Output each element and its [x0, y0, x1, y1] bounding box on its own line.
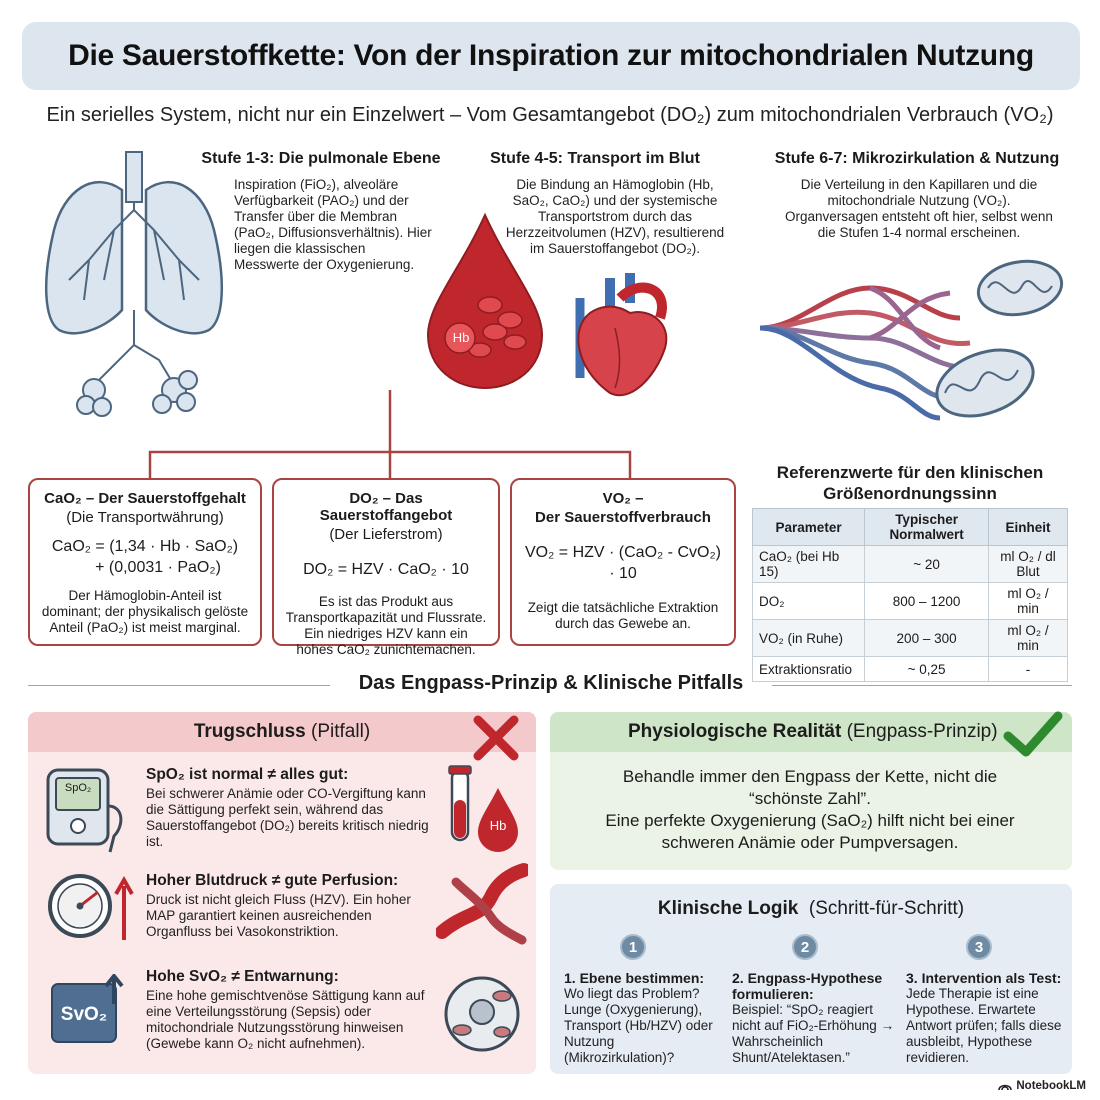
table-cell: ml O₂ / min: [989, 620, 1068, 657]
pulse-oximeter-icon: [44, 766, 128, 856]
table-cell: CaO₂ (bei Hb 15): [753, 546, 865, 583]
svo2-label: SvO₂: [60, 1004, 108, 1025]
section-title: Das Engpass-Prinzip & Klinische Pitfalls: [358, 672, 744, 694]
table-cell: ml O₂ / min: [989, 583, 1068, 620]
formula-note: Der Hämoglobin-Anteil ist dominant; der physikalisch gelöste Anteil (PaO₂) ist meist marginal.: [41, 588, 249, 635]
formula-title: DO₂ – Das Sauerstoffangebot: [319, 490, 453, 524]
pitfall-item-text: Druck ist nicht gleich Fluss (HZV). Ein hoher MAP garantiert keinen ausreichenden Organfluss bei Vasokonstriktion.: [146, 892, 411, 939]
step-text: Beispiel: “SpO₂ reagiert nicht auf FiO₂-Erhöhung → Wahrscheinlich Shunt/Atelektasen.”: [732, 1002, 895, 1065]
checkmark-icon: [1002, 708, 1064, 760]
stage-1-3-title: Stufe 1-3: Die pulmonale Ebene: [201, 150, 441, 167]
table-row: [753, 620, 1068, 657]
stage-4-5-title: Stufe 4-5: Transport im Blut: [490, 150, 700, 167]
title-banner: [22, 22, 1080, 90]
stage-6-7-title: Stufe 6-7: Mikrozirkulation & Nutzung: [774, 150, 1060, 167]
hb-drop-label: Hb: [489, 818, 507, 833]
formula-line: VO₂ = HZV · (CaO₂ - CvO₂) · 10: [525, 544, 721, 582]
logic-heading-rest: (Schritt-für-Schritt): [803, 898, 965, 919]
reality-heading-bold: Physiologische Realität: [628, 721, 842, 742]
formula-box-vo2: [510, 478, 736, 646]
hb-label: Hb: [452, 330, 470, 345]
cross-icon: [470, 712, 522, 764]
stage-6-7-text: Die Verteilung in den Kapillaren und die mitochondriale Nutzung (VO₂). Organversagen entsteht oft hier, selbst wenn die Stufen 1-4 normal erscheinen.: [785, 177, 1053, 240]
stage-4-5-text: Die Bindung an Hämoglobin (Hb, SaO₂, CaO₂) und der systemische Transportstrom durch das Herzzeitvolumen (HZV), resultierend im Sauerstoffangebot (DO₂).: [505, 177, 725, 256]
cell-icon: [440, 972, 524, 1056]
pitfall-item-text: Eine hohe gemischtvenöse Sättigung kann auf eine Verteilungsstörung (Sepsis) oder mitochondriale Nutzungsstörung hinweisen (Gewebe kann O₂ nicht aufnehmen).: [146, 988, 425, 1051]
step-title: 2. Engpass-Hypothese formulieren:: [732, 970, 883, 1002]
formula-title: VO₂ –: [602, 490, 644, 507]
divider: [28, 685, 330, 686]
table-cell: ~ 20: [865, 546, 989, 583]
table-header: Parameter: [753, 509, 865, 546]
pitfall-heading-rest: (Pitfall): [305, 721, 371, 742]
pitfall-item-spo2: [146, 766, 436, 850]
reality-text: [560, 766, 1060, 854]
page-subtitle: Ein serielles System, nicht nur ein Einzelwert – Vom Gesamtangebot (DO₂) zum mitochondrialen Verbrauch (VO₂): [46, 104, 1054, 126]
connector-lines: [140, 390, 640, 480]
brand-name: NotebookLM: [1016, 1080, 1086, 1092]
capillary-network-illustration: [760, 258, 1080, 428]
pitfall-item-title: Hoher Blutdruck ≠ gute Perfusion:: [146, 872, 399, 889]
reality-line: schweren Anämie oder Pumpversagen.: [661, 833, 959, 852]
pitfall-item-text: Bei schwerer Anämie oder CO-Vergiftung kann die Sättigung perfekt sein, während das Sauerstoffangebot (DO₂) bereits kritisch niedrig ist.: [146, 786, 429, 849]
table-header: Typischer Normalwert: [865, 509, 989, 546]
heart-icon: [560, 268, 680, 408]
formula-title: CaO₂ – Der Sauerstoffgehalt: [44, 490, 246, 507]
table-cell: DO₂: [753, 583, 865, 620]
table-cell: ml O₂ / dl Blut: [989, 546, 1068, 583]
table-header: Einheit: [989, 509, 1068, 546]
table-row: [753, 657, 1068, 682]
brand-mark: [998, 1080, 1086, 1092]
step-number-3: 3: [966, 934, 992, 960]
logic-step-1: [564, 970, 724, 1066]
reality-line: Eine perfekte Oxygenierung (SaO₂) hilft nicht bei einer: [605, 811, 1015, 830]
formula-box-cao2: [28, 478, 262, 646]
reference-table-title: Referenzwerte für den klinischen Größenordnungssinn: [776, 463, 1044, 503]
vessel-constriction-icon: [436, 862, 528, 946]
pitfall-item-title: Hohe SvO₂ ≠ Entwarnung:: [146, 968, 339, 985]
page-title: Die Sauerstoffkette: Von der Inspiration zur mitochondrialen Nutzung: [68, 39, 1034, 72]
notebooklm-logo-icon: [998, 1081, 1012, 1091]
reference-table: [752, 508, 1068, 682]
formula-line: DO₂ = HZV · CaO₂ · 10: [303, 561, 469, 578]
pitfall-item-svo2: [146, 968, 436, 1052]
clinical-logic-heading: [550, 898, 1072, 920]
table-cell: VO₂ (in Ruhe): [753, 620, 865, 657]
reality-heading-rest: (Engpass-Prinzip): [841, 721, 998, 742]
reality-heading: [550, 712, 1072, 752]
table-cell: ~ 0,25: [865, 657, 989, 682]
logic-step-3: [906, 970, 1066, 1066]
reality-line: Behandle immer den Engpass der Kette, nicht die: [622, 767, 998, 786]
table-cell: 200 – 300: [865, 620, 989, 657]
stage-1-3-text: Inspiration (FiO₂), alveoläre Verfügbarkeit (PAO₂) und der Transfer über die Membran (PaO₂, Diffusionsverhältnis). Hier liegen die klassischen Messwerte der Oxygenierung.: [234, 177, 432, 272]
table-cell: Extraktionsratio: [753, 657, 865, 682]
table-cell: 800 – 1200: [865, 583, 989, 620]
formula-subtitle: (Der Lieferstrom): [329, 526, 443, 543]
step-number-2: 2: [792, 934, 818, 960]
formula-subtitle: Der Sauerstoffverbrauch: [535, 509, 711, 526]
step-title: 1. Ebene bestimmen:: [564, 970, 705, 986]
formula-box-do2: [272, 478, 500, 657]
step-text: Wo liegt das Problem? Lunge (Oxygenierung), Transport (Hb/HZV) oder Nutzung (Mikrozirkulation)?: [564, 986, 713, 1065]
table-row: [753, 546, 1068, 583]
step-title: 3. Intervention als Test:: [906, 970, 1062, 986]
formula-line: CaO₂ = (1,34 · Hb · SaO₂): [51, 538, 239, 555]
lungs-illustration: [34, 150, 234, 420]
pitfall-heading: [28, 712, 536, 752]
table-row: [753, 583, 1068, 620]
table-cell: -: [989, 657, 1068, 682]
formula-note: Zeigt die tatsächliche Extraktion durch das Gewebe an.: [527, 600, 719, 631]
formula-line: + (0,0031 · PaO₂): [95, 559, 221, 576]
spo2-label: SpO₂: [64, 782, 92, 794]
blood-drop-icon: [420, 210, 550, 390]
pitfall-heading-bold: Trugschluss: [193, 721, 306, 742]
step-text: Jede Therapie ist eine Hypothese. Erwartete Antwort prüfen; falls diese ausbleibt, Hypothese revidieren.: [906, 986, 1062, 1065]
blood-pressure-gauge-icon: [44, 866, 134, 946]
logic-step-2: [732, 970, 897, 1066]
logic-heading-bold: Klinische Logik: [657, 898, 799, 919]
reality-line: “schönste Zahl”.: [749, 789, 871, 808]
step-number-1: 1: [620, 934, 646, 960]
formula-note: Es ist das Produkt aus Transportkapazität und Flussrate. Ein niedriges HZV kann ein hohes CaO₂ zunichtemachen.: [285, 594, 487, 657]
divider: [772, 685, 1072, 686]
blood-tube-icon: [444, 764, 524, 854]
formula-subtitle: (Die Transportwährung): [66, 509, 224, 526]
pitfall-item-blood-pressure: [146, 872, 436, 940]
pitfall-item-title: SpO₂ ist normal ≠ alles gut:: [146, 766, 349, 783]
